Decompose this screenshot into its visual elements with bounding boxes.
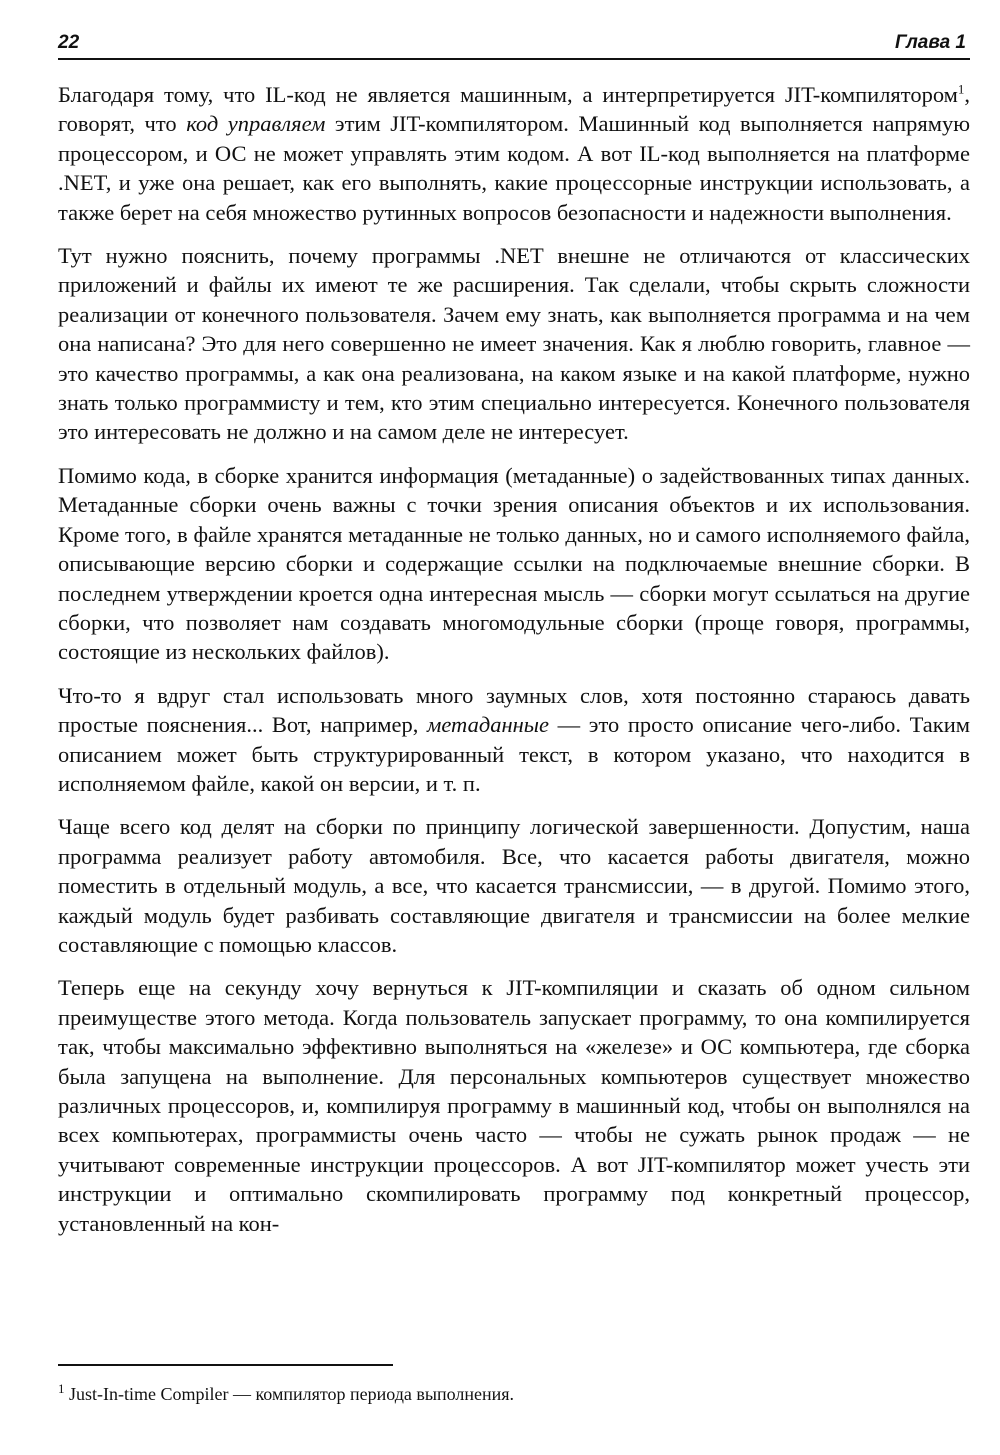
footnote-marker: 1 — [58, 1381, 65, 1396]
page-header — [58, 30, 970, 60]
paragraph-4-text-b: — это просто описание чего-либо. Таким описанием может быть структурированный текст, в котором указано, что находится в исполняемом файле, какой он версии, и т. п. — [58, 712, 970, 796]
paragraph-6: Теперь еще на секунду хочу вернуться к JIT-компиляции и сказать об одном сильном преимуществе этого метода. Когда пользователь запускает программу, то она компилируется так, чтобы максимально эффективно выполняться на «железе» и ОС компьютера, где сборка была запущена на выполнение. Для персональных компьютеров существует множество различных процессоров, и, компилируя программу в машинный код, чтобы он выполнялся на всех компьютерах, программисты очень часто — чтобы не сужать рынок продаж — не учитывают современные инструкции процессоров. А вот JIT-компилятор может учесть эти инструкции и оптимально скомпилировать программу под конкретный процессор, установленный на кон- — [58, 975, 970, 1236]
footnote — [58, 1383, 970, 1405]
emphasis-term: код управляем — [186, 111, 326, 137]
paragraph-1-text-b: , говорят, что — [58, 82, 970, 137]
paragraph-2: Тут нужно пояснить, почему программы .NET внешне не отличаются от классических приложений и файлы их имеют те же расширения. Так сделали, чтобы скрыть сложности реализации от конечного пользователя. Зачем ему знать, как выполняется программа и на чем она написана? Это для него совершенно не имеет значения. Как я люблю говорить, главное — это качество программы, а как она реализована, на каком языке и на какой платформе, нужно знать только программисту и тем, кто этим специально интересуется. Конечного пользователя это интересовать не должно и на самом деле не интересует. — [58, 243, 970, 445]
paragraph-1-text-c: этим JIT-компилятором. Машинный код выполняется напрямую процессором, и ОС не может управлять этим кодом. А вот IL-код выполняется на платформе .NET, и уже она решает, как его выполнять, какие процессорные инструкции использовать, а также берет на себя множество рутинных вопросов безопасности и надежности выполнения. — [58, 111, 971, 225]
paragraph-5: Чаще всего код делят на сборки по принципу логической завершенности. Допустим, наша программа реализует работу автомобиля. Все, что касается работы двигателя, можно поместить в отдельный модуль, а все, что касается трансмиссии, — в другой. Помимо этого, каждый модуль будет разбивать составляющие двигателя и трансмиссии на более мелкие составляющие с помощью классов. — [58, 814, 970, 957]
footnote-ref: 1 — [957, 81, 965, 97]
footnote-text: Just-In-time Compiler — компилятор периода выполнения. — [64, 1384, 515, 1404]
body-text — [58, 80, 970, 1252]
paragraph-3: Помимо кода, в сборке хранится информация (метаданные) о задействованных типах данных. Метаданные сборки очень важны с точки зрения описания объектов и их использования. Кроме того, в файле хранятся метаданные не только данных, но и самого исполняемого файла, описывающие версию сборки и содержащие ссылки на подключаемые внешние сборки. В последнем утверждении кроется одна интересная мысль — сборки могут ссылаться на другие сборки, что позволяет нам создавать многомодульные сборки (проще говоря, программы, состоящие из нескольких файлов). — [58, 462, 970, 665]
chapter-label: Глава 1 — [895, 32, 966, 53]
emphasis-term: метаданные — [427, 712, 550, 738]
paragraph-1 — [58, 80, 970, 227]
paragraph-4 — [58, 681, 970, 799]
paragraph-1-text-a: Благодаря тому, что IL-код не является машинным, а интерпретируется JIT-компилятором — [58, 82, 958, 107]
footnote-divider — [58, 1364, 393, 1366]
page-number: 22 — [58, 32, 80, 53]
paragraph-4-text-a: Что-то я вдруг стал использовать много заумных слов, хотя постоянно стараюсь давать простые пояснения... Вот, например, — [58, 682, 970, 738]
